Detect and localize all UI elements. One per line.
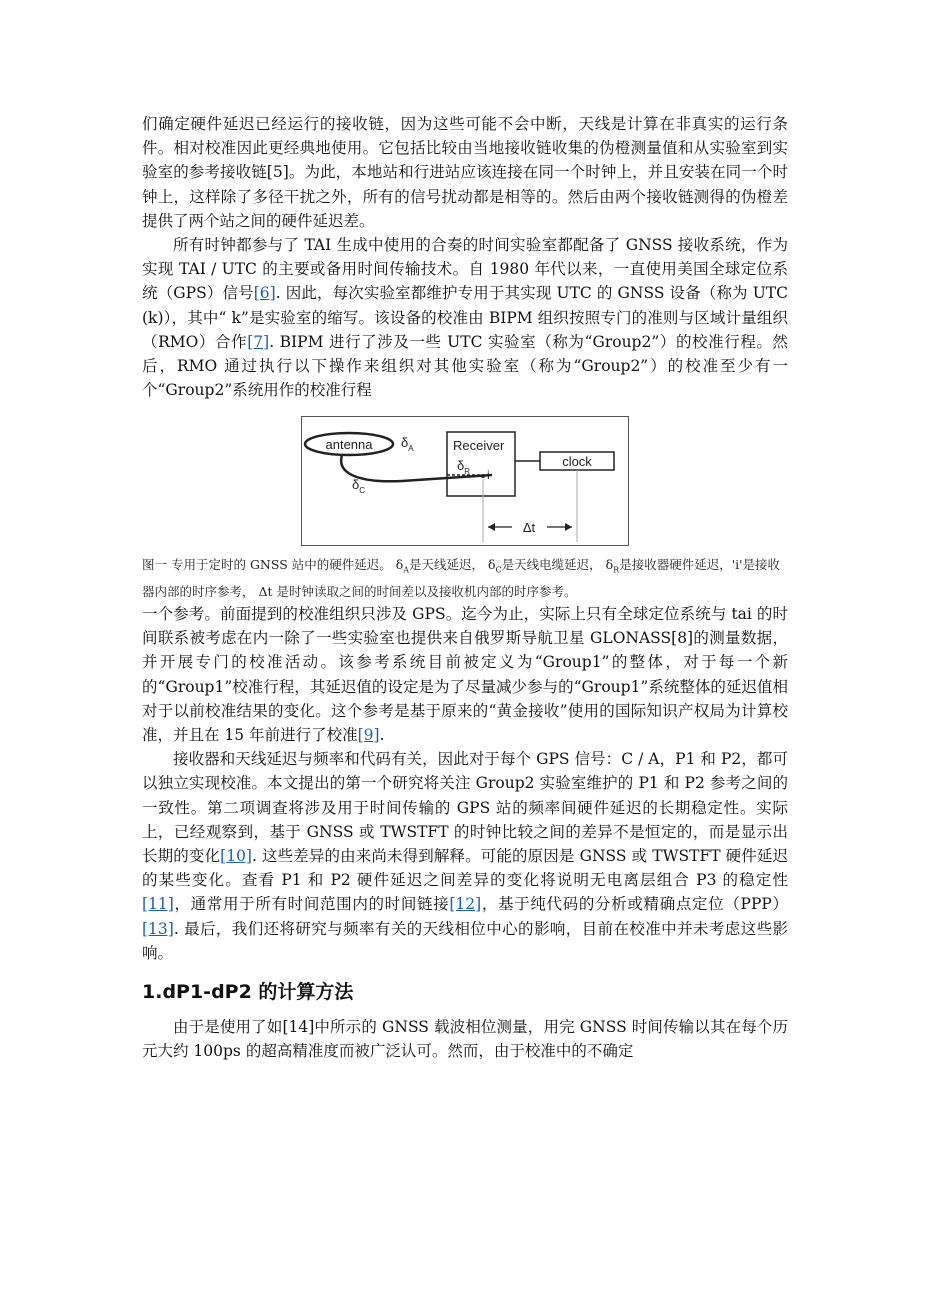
- timing-reference-label: i: [487, 468, 490, 483]
- citation-6[interactable]: [6]: [253, 284, 276, 303]
- paragraph-3-text-2: .: [379, 725, 385, 744]
- paragraph-4-text-5: . 最后，我们还将研究与频率有关的天线相位中心的影响，目前在校准中并未考虑这些影响。: [142, 919, 788, 962]
- paragraph-4: [142, 747, 788, 965]
- paragraph-2: [142, 233, 788, 402]
- caption-part-3: 是天线电缆延迟， δ: [501, 557, 614, 573]
- paragraph-4-text-3: ，通常用于所有时间范围内的时间链接: [173, 895, 450, 914]
- dt-arrowhead-right: [565, 523, 572, 531]
- document-page: [142, 112, 788, 1063]
- paragraph-2-text-3: . BIPM 进行了涉及一些 UTC 实验室（称为“Group2”）的校准行程。然后，RMO 通过执行以下操作来组织对其他实验室（称为“Group2”）的校准至少有一个“Group2”系统用作的校准行程: [142, 332, 789, 400]
- citation-12[interactable]: [12]: [449, 895, 482, 914]
- paragraph-3: [142, 602, 788, 747]
- caption-part-4: 是接收器硬件延迟，'i'是接收器内部的时序参考， Δt 是时钟读取之间的时间差以及接收机内部的时序参考。: [142, 557, 781, 599]
- paragraph-4-text-4: ，基于纯代码的分析或精确点定位（PPP）: [481, 895, 788, 914]
- figure-diagram: [301, 416, 629, 546]
- paragraph-3-text-1: 一个参考。前面提到的校准组织只涉及 GPS。迄今为止，实际上只有全球定位系统与 tai 的时间联系被考虑在内一除了一些实验室也提供来自俄罗斯导航卫星 GLONASS[8]的测量数据，并开展专门的校准活动。该参考系统目前被定义为“Group1”的整体，对于每一个新的“Group1”校准行程，其延迟值的设定是为了尽量减少参与的“Group1”系统整体的延迟值相对于以前校准结果的变化。这个参考是基于原来的“黄金接收”使用的国际知识产权局为计算校准，并且在 15 年前进行了校准: [142, 604, 788, 744]
- paragraph-5: 由于是使用了如[14]中所示的 GNSS 载波相位测量，用完 GNSS 时间传输以其在每个历元大约 100ps 的超高精准度而被广泛认可。然而，由于校准中的不确定: [142, 1017, 788, 1061]
- dt-label: Δt: [522, 520, 536, 536]
- paragraph-4-text-2: . 这些差异的由来尚未得到解释。可能的原因是 GNSS 或 TWSTFT 硬件延迟的某些变化。查看 P1 和 P2 硬件延迟之间差异的变化将说明无电离层组合 P3 的稳定性: [142, 846, 788, 890]
- citation-11[interactable]: [11]: [142, 895, 174, 914]
- hardware-delay-diagram: [302, 417, 628, 545]
- figure-1: [142, 416, 788, 546]
- receiver-label: Receiver: [453, 438, 505, 454]
- caption-sub-a: A: [403, 565, 410, 575]
- figure-caption: [142, 554, 788, 602]
- delta-c-label: $\delta_C$: [352, 477, 366, 496]
- caption-part-1: 图一 专用于定时的 GNSS 站中的硬件延迟。 δ: [142, 557, 404, 573]
- paragraph-2-text-1: 所有时钟都参与了 TAI 生成中使用的合奏的时间实验室都配备了 GNSS 接收系统，作为实现 TAI / UTC 的主要或备用时间传输技术。自 1980 年代以来，一直使用美国全球定位系统（GPS）信号: [142, 236, 788, 303]
- caption-sub-c: C: [495, 565, 502, 575]
- section-heading: 1.dP1-dP2 的计算方法: [142, 980, 354, 1003]
- paragraph-4-text-1: 接收器和天线延迟与频率和代码有关，因此对于每个 GPS 信号：C / A，P1 和 P2，都可以独立实现校准。本文提出的第一个研究将关注 Group2 实验室维护的 P1 和 P2 参考之间的一致性。第二项调查将涉及用于时间传输的 GPS 站的频率间硬件延迟的长期稳定性。实际上，已经观察到，基于 GNSS 或 TWSTFT 的时钟比较之间的差异不是恒定的，而是显示出长期的变化: [142, 750, 788, 865]
- citation-13[interactable]: [13]: [142, 919, 174, 938]
- citation-7[interactable]: [7]: [247, 332, 270, 351]
- delta-a-label: $\delta_A$: [401, 435, 414, 454]
- caption-sub-r: R: [613, 565, 620, 575]
- caption-part-2: 是天线延迟， δ: [409, 557, 496, 573]
- paragraph-1: 们确定硬件延迟已经运行的接收链，因为这些可能不会中断，天线是计算在非真实的运行条件。相对校准因此更经典地使用。它包括比较由当地接收链收集的伪橙测量值和从实验室到实验室的参考接收链[5]。为此，本地站和行进站应该连接在同一个时钟上，并且安装在同一个时钟上，这样除了多径干扰之外，所有的信号扰动都是相等的。然后由两个接收链测得的伪橙差提供了两个站之间的硬件延迟差。: [142, 115, 788, 230]
- timing-reference-dot: [481, 474, 485, 478]
- delta-r-label: $\delta_R$: [457, 458, 471, 477]
- dt-arrowhead-left: [488, 523, 495, 531]
- antenna-label: antenna: [325, 437, 373, 453]
- paragraph-2-text-2: . 因此，每次实验室都维护专用于其实现 UTC 的 GNSS 设备（称为 UTC (k)），其中“ k”是实验室的缩写。该设备的校准由 BIPM 组织按照专门的准则与区域计量组织（RMO）合作: [142, 284, 788, 351]
- clock-label: clock: [562, 454, 592, 470]
- citation-10[interactable]: [10]: [220, 846, 252, 865]
- citation-9[interactable]: [9]: [357, 725, 380, 744]
